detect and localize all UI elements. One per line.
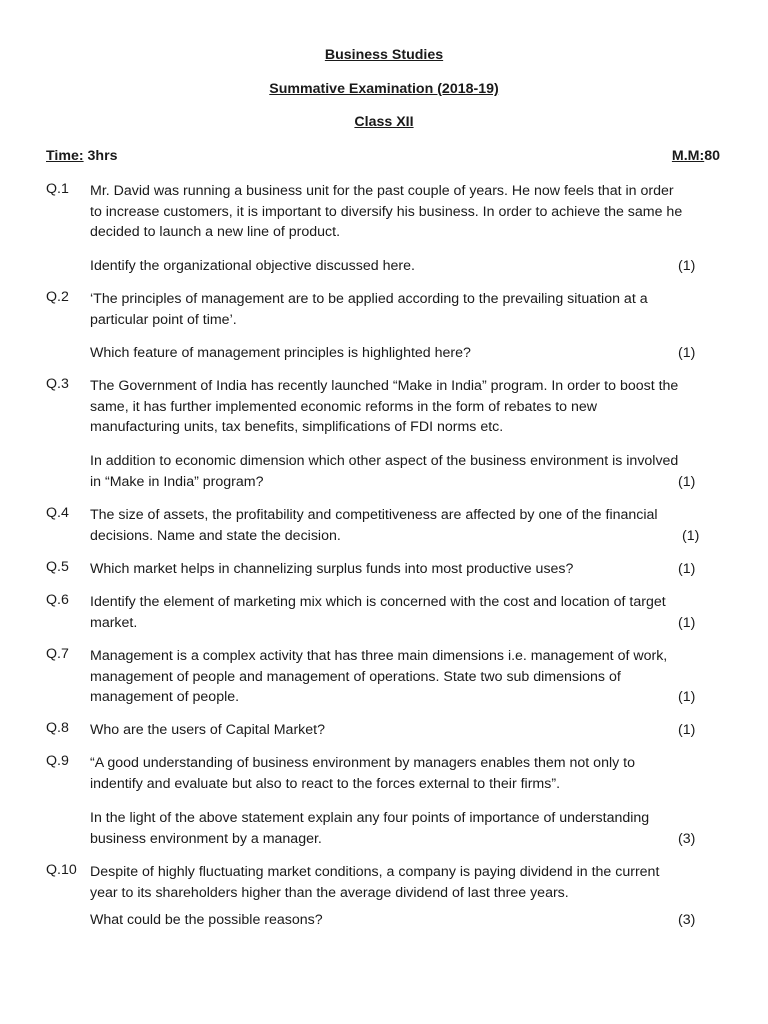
question-subtext (90, 451, 722, 492)
marks: (1) (678, 614, 696, 631)
question-line: decisions. Name and state the decision. (90, 527, 341, 544)
question-line: particular point of time’. (90, 311, 237, 328)
question-number: Q.3 (46, 376, 69, 392)
class-title: Class XII (354, 114, 414, 130)
question-subtext (90, 256, 722, 277)
question-line: The Government of India has recently launched “Make in India” program. In order to boost the (90, 378, 679, 394)
question-number: Q.4 (46, 505, 69, 521)
question-text (90, 559, 722, 580)
question-text (90, 646, 722, 708)
question-text (90, 862, 722, 903)
question-line: Which feature of management principles is highlighted here? (90, 345, 471, 361)
question-line: Identify the element of marketing mix which is concerned with the cost and location of target (90, 594, 666, 610)
question-line: What could be the possible reasons? (90, 912, 323, 928)
question-line: Mr. David was running a business unit for the past couple of years. He now feels that in order (90, 183, 674, 199)
question-number: Q.10 (46, 862, 77, 878)
question-line: indentify and evaluate but also to react to the forces external to their firms”. (90, 775, 561, 792)
question-number: Q.6 (46, 592, 69, 608)
exam-title: Summative Examination (2018-19) (269, 81, 499, 97)
question-number: Q.5 (46, 559, 69, 575)
question-number: Q.8 (46, 720, 69, 736)
question-text (90, 289, 722, 330)
marks: (1) (682, 527, 700, 544)
question-line: decided to launch a new line of product. (90, 224, 341, 240)
question-text (90, 720, 722, 741)
question-line: market. (90, 614, 138, 631)
question-line: year to its shareholders higher than the average dividend of last three years. (90, 884, 569, 901)
question-line: manufacturing units, tax benefits, simplifications of FDI norms etc. (90, 419, 504, 435)
exam-meta (46, 148, 720, 164)
question-number: Q.9 (46, 753, 69, 769)
question-text (90, 505, 722, 546)
question-subtext (90, 343, 722, 364)
question-line: The size of assets, the profitability and competitiveness are affected by one of the financial (90, 507, 658, 523)
question-line: “A good understanding of business environment by managers enables them not only to (90, 755, 635, 771)
marks: (3) (678, 830, 696, 847)
marks: (3) (678, 912, 696, 928)
question-text (90, 592, 722, 633)
question-line: Identify the organizational objective discussed here. (90, 258, 415, 274)
question-line: Management is a complex activity that has three main dimensions i.e. management of work, (90, 648, 668, 664)
question-subtext (90, 808, 722, 849)
marks: (1) (678, 561, 696, 577)
question-line: Who are the users of Capital Market? (90, 722, 325, 738)
subject-title: Business Studies (324, 47, 444, 63)
question-line: Despite of highly fluctuating market conditions, a company is paying dividend in the current (90, 864, 660, 880)
question-number: Q.7 (46, 646, 69, 662)
question-text (90, 376, 722, 438)
question-number: Q.1 (46, 181, 69, 197)
max-marks-label: M.M: (671, 148, 705, 164)
max-marks-value: 80 (704, 148, 720, 164)
question-line: to increase customers, it is important to diversify his business. In order to achieve the same he (90, 203, 683, 220)
question-number: Q.2 (46, 289, 69, 305)
question-text (90, 181, 722, 243)
marks: (1) (678, 722, 696, 738)
question-line: management of people. (90, 689, 240, 705)
question-line: In addition to economic dimension which other aspect of the business environment is involved (90, 453, 679, 469)
question-line: Which market helps in channelizing surplus funds into most productive uses? (90, 561, 574, 577)
question-text (90, 753, 722, 794)
marks: (1) (678, 689, 696, 705)
marks: (1) (678, 345, 696, 361)
marks: (1) (678, 258, 696, 274)
question-line: ‘The principles of management are to be applied according to the prevailing situation at a (90, 291, 648, 307)
marks: (1) (678, 473, 696, 490)
question-line: In the light of the above statement explain any four points of importance of understanding (90, 810, 650, 826)
time-label: Time: (46, 148, 84, 164)
question-line: in “Make in India” program? (90, 473, 264, 490)
question-subtext (90, 910, 722, 931)
question-line: same, it has further implemented economic reforms in the form of rebates to new (90, 398, 598, 415)
question-line: business environment by a manager. (90, 830, 322, 847)
question-line: management of people and management of operations. State two sub dimensions of (90, 668, 621, 685)
max-marks (672, 148, 720, 164)
time-value: 3hrs (87, 148, 118, 164)
